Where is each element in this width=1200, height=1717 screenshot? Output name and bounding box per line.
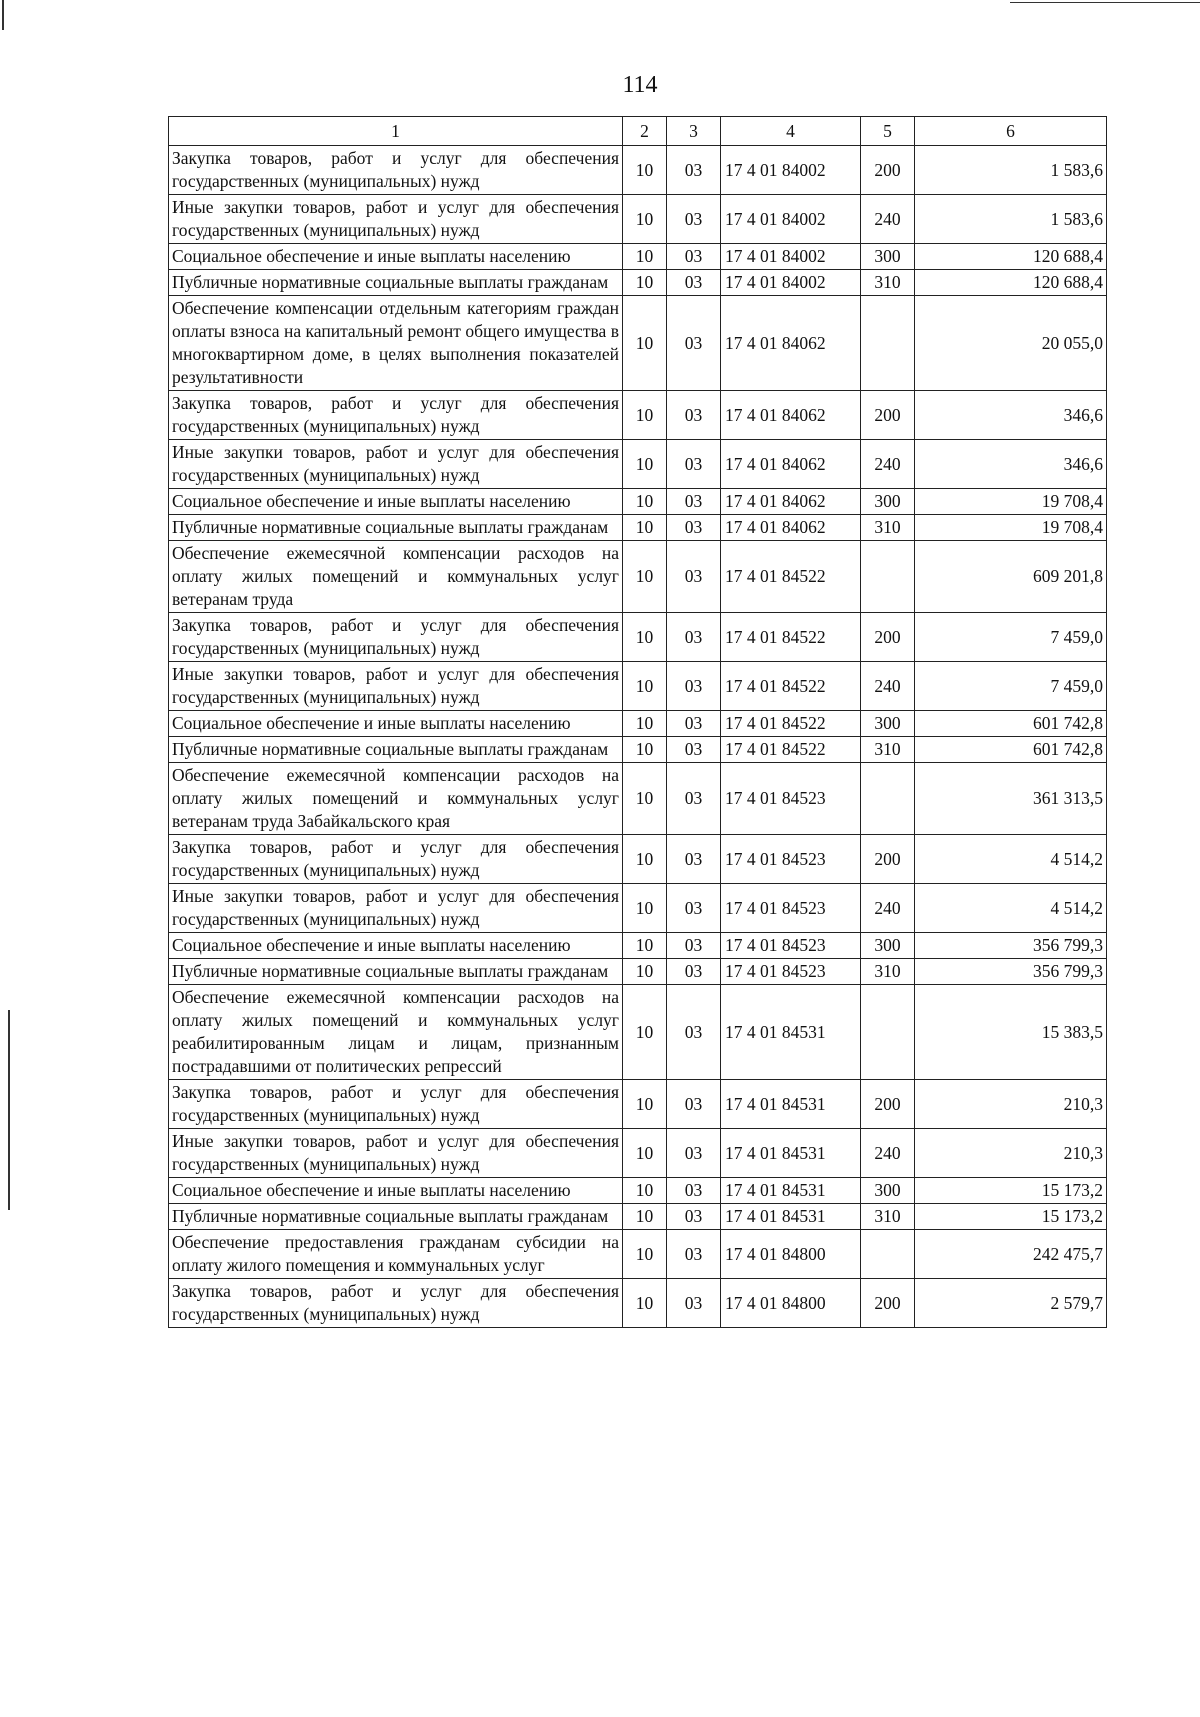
row-expense-type-cell: 310 <box>861 515 915 541</box>
row-name-cell: Публичные нормативные социальные выплаты гражданам <box>169 1204 623 1230</box>
table-row <box>169 711 1107 737</box>
row-name-cell: Обеспечение ежемесячной компенсации расходов на оплату жилых помещений и коммунальных услуг ветеранам труда Забайкальского края <box>169 763 623 835</box>
row-section-cell: 10 <box>623 985 667 1080</box>
row-amount-cell: 19 708,4 <box>915 489 1107 515</box>
row-subsection-cell: 03 <box>667 244 721 270</box>
row-section-cell: 10 <box>623 270 667 296</box>
row-section-cell: 10 <box>623 515 667 541</box>
row-section-cell: 10 <box>623 195 667 244</box>
row-amount-cell: 19 708,4 <box>915 515 1107 541</box>
row-target-article-cell: 17 4 01 84531 <box>721 985 861 1080</box>
row-amount-cell: 7 459,0 <box>915 662 1107 711</box>
row-section-cell: 10 <box>623 959 667 985</box>
row-amount-cell: 210,3 <box>915 1129 1107 1178</box>
table-row <box>169 296 1107 391</box>
row-target-article-cell: 17 4 01 84062 <box>721 440 861 489</box>
row-expense-type-cell <box>861 763 915 835</box>
row-name-cell: Социальное обеспечение и иные выплаты населению <box>169 489 623 515</box>
row-section-cell: 10 <box>623 1279 667 1328</box>
table-row <box>169 440 1107 489</box>
row-target-article-cell: 17 4 01 84531 <box>721 1129 861 1178</box>
row-subsection-cell: 03 <box>667 1279 721 1328</box>
row-expense-type-cell: 300 <box>861 1178 915 1204</box>
row-expense-type-cell: 300 <box>861 489 915 515</box>
row-amount-cell: 361 313,5 <box>915 763 1107 835</box>
row-name-cell: Публичные нормативные социальные выплаты гражданам <box>169 959 623 985</box>
row-expense-type-cell: 310 <box>861 1204 915 1230</box>
row-subsection-cell: 03 <box>667 711 721 737</box>
row-amount-cell: 15 173,2 <box>915 1204 1107 1230</box>
row-subsection-cell: 03 <box>667 933 721 959</box>
header-cell: 5 <box>861 117 915 146</box>
row-expense-type-cell: 310 <box>861 737 915 763</box>
row-amount-cell: 7 459,0 <box>915 613 1107 662</box>
row-section-cell: 10 <box>623 440 667 489</box>
row-subsection-cell: 03 <box>667 1204 721 1230</box>
row-amount-cell: 356 799,3 <box>915 959 1107 985</box>
row-subsection-cell: 03 <box>667 270 721 296</box>
header-cell: 2 <box>623 117 667 146</box>
row-name-cell: Обеспечение ежемесячной компенсации расходов на оплату жилых помещений и коммунальных услуг ветеранам труда <box>169 541 623 613</box>
table-row <box>169 737 1107 763</box>
row-name-cell: Иные закупки товаров, работ и услуг для обеспечения государственных (муниципальных) нужд <box>169 440 623 489</box>
row-subsection-cell: 03 <box>667 515 721 541</box>
table-row <box>169 959 1107 985</box>
table-row <box>169 195 1107 244</box>
header-cell: 6 <box>915 117 1107 146</box>
table-row <box>169 662 1107 711</box>
row-expense-type-cell: 300 <box>861 933 915 959</box>
row-subsection-cell: 03 <box>667 195 721 244</box>
row-target-article-cell: 17 4 01 84531 <box>721 1080 861 1129</box>
row-section-cell: 10 <box>623 541 667 613</box>
row-name-cell: Закупка товаров, работ и услуг для обеспечения государственных (муниципальных) нужд <box>169 146 623 195</box>
row-section-cell: 10 <box>623 244 667 270</box>
row-target-article-cell: 17 4 01 84522 <box>721 662 861 711</box>
page-number: 114 <box>622 72 658 98</box>
table-row <box>169 985 1107 1080</box>
row-expense-type-cell: 240 <box>861 884 915 933</box>
table-row <box>169 244 1107 270</box>
table-row <box>169 1129 1107 1178</box>
row-subsection-cell: 03 <box>667 146 721 195</box>
row-subsection-cell: 03 <box>667 489 721 515</box>
row-amount-cell: 601 742,8 <box>915 737 1107 763</box>
row-name-cell: Закупка товаров, работ и услуг для обеспечения государственных (муниципальных) нужд <box>169 391 623 440</box>
row-expense-type-cell: 200 <box>861 835 915 884</box>
row-expense-type-cell: 240 <box>861 440 915 489</box>
row-expense-type-cell <box>861 541 915 613</box>
row-target-article-cell: 17 4 01 84002 <box>721 146 861 195</box>
row-section-cell: 10 <box>623 146 667 195</box>
row-section-cell: 10 <box>623 933 667 959</box>
table-row <box>169 146 1107 195</box>
row-section-cell: 10 <box>623 1080 667 1129</box>
row-target-article-cell: 17 4 01 84531 <box>721 1204 861 1230</box>
row-subsection-cell: 03 <box>667 391 721 440</box>
row-name-cell: Публичные нормативные социальные выплаты гражданам <box>169 737 623 763</box>
row-expense-type-cell: 200 <box>861 1080 915 1129</box>
row-expense-type-cell: 240 <box>861 662 915 711</box>
row-name-cell: Социальное обеспечение и иные выплаты населению <box>169 1178 623 1204</box>
row-expense-type-cell: 240 <box>861 1129 915 1178</box>
scan-edge-mark-left-lower <box>8 1010 10 1210</box>
row-amount-cell: 15 383,5 <box>915 985 1107 1080</box>
row-amount-cell: 356 799,3 <box>915 933 1107 959</box>
row-section-cell: 10 <box>623 662 667 711</box>
row-target-article-cell: 17 4 01 84522 <box>721 613 861 662</box>
scan-edge-mark-top-right <box>1010 2 1200 3</box>
row-subsection-cell: 03 <box>667 541 721 613</box>
row-target-article-cell: 17 4 01 84062 <box>721 391 861 440</box>
row-subsection-cell: 03 <box>667 985 721 1080</box>
row-name-cell: Социальное обеспечение и иные выплаты населению <box>169 933 623 959</box>
row-target-article-cell: 17 4 01 84522 <box>721 737 861 763</box>
table-row <box>169 270 1107 296</box>
table-row <box>169 1230 1107 1279</box>
row-expense-type-cell: 200 <box>861 146 915 195</box>
table-row <box>169 884 1107 933</box>
row-name-cell: Иные закупки товаров, работ и услуг для обеспечения государственных (муниципальных) нужд <box>169 1129 623 1178</box>
row-name-cell: Публичные нормативные социальные выплаты гражданам <box>169 270 623 296</box>
row-amount-cell: 4 514,2 <box>915 884 1107 933</box>
budget-table <box>168 116 1107 1328</box>
row-target-article-cell: 17 4 01 84062 <box>721 515 861 541</box>
row-target-article-cell: 17 4 01 84523 <box>721 959 861 985</box>
row-section-cell: 10 <box>623 884 667 933</box>
table-row <box>169 1279 1107 1328</box>
row-subsection-cell: 03 <box>667 1080 721 1129</box>
row-subsection-cell: 03 <box>667 959 721 985</box>
row-amount-cell: 346,6 <box>915 440 1107 489</box>
row-expense-type-cell: 310 <box>861 270 915 296</box>
table-row <box>169 489 1107 515</box>
table-row <box>169 515 1107 541</box>
row-target-article-cell: 17 4 01 84531 <box>721 1178 861 1204</box>
row-amount-cell: 4 514,2 <box>915 835 1107 884</box>
table-row <box>169 1204 1107 1230</box>
table-row <box>169 541 1107 613</box>
row-amount-cell: 601 742,8 <box>915 711 1107 737</box>
row-name-cell: Закупка товаров, работ и услуг для обеспечения государственных (муниципальных) нужд <box>169 1080 623 1129</box>
row-section-cell: 10 <box>623 391 667 440</box>
row-amount-cell: 1 583,6 <box>915 146 1107 195</box>
row-target-article-cell: 17 4 01 84800 <box>721 1230 861 1279</box>
row-expense-type-cell: 200 <box>861 1279 915 1328</box>
row-amount-cell: 346,6 <box>915 391 1107 440</box>
row-target-article-cell: 17 4 01 84523 <box>721 835 861 884</box>
row-section-cell: 10 <box>623 1178 667 1204</box>
table-body <box>169 146 1107 1328</box>
table-row <box>169 613 1107 662</box>
row-expense-type-cell: 310 <box>861 959 915 985</box>
row-amount-cell: 20 055,0 <box>915 296 1107 391</box>
scan-edge-mark-left <box>2 0 4 30</box>
table-row <box>169 835 1107 884</box>
row-amount-cell: 242 475,7 <box>915 1230 1107 1279</box>
table-row <box>169 1178 1107 1204</box>
row-name-cell: Социальное обеспечение и иные выплаты населению <box>169 244 623 270</box>
row-subsection-cell: 03 <box>667 1230 721 1279</box>
row-subsection-cell: 03 <box>667 613 721 662</box>
row-section-cell: 10 <box>623 1129 667 1178</box>
row-amount-cell: 1 583,6 <box>915 195 1107 244</box>
row-target-article-cell: 17 4 01 84523 <box>721 763 861 835</box>
row-subsection-cell: 03 <box>667 1178 721 1204</box>
row-name-cell: Закупка товаров, работ и услуг для обеспечения государственных (муниципальных) нужд <box>169 1279 623 1328</box>
row-target-article-cell: 17 4 01 84800 <box>721 1279 861 1328</box>
row-amount-cell: 609 201,8 <box>915 541 1107 613</box>
row-target-article-cell: 17 4 01 84523 <box>721 884 861 933</box>
row-subsection-cell: 03 <box>667 440 721 489</box>
row-expense-type-cell <box>861 296 915 391</box>
row-name-cell: Обеспечение компенсации отдельным категориям граждан оплаты взноса на капитальный ремонт общего имущества в многоквартирном доме, в целях выполнения показателей результативности <box>169 296 623 391</box>
row-name-cell: Закупка товаров, работ и услуг для обеспечения государственных (муниципальных) нужд <box>169 835 623 884</box>
row-expense-type-cell: 300 <box>861 244 915 270</box>
row-name-cell: Социальное обеспечение и иные выплаты населению <box>169 711 623 737</box>
row-name-cell: Иные закупки товаров, работ и услуг для обеспечения государственных (муниципальных) нужд <box>169 884 623 933</box>
row-target-article-cell: 17 4 01 84522 <box>721 541 861 613</box>
row-subsection-cell: 03 <box>667 835 721 884</box>
row-expense-type-cell: 300 <box>861 711 915 737</box>
row-expense-type-cell: 200 <box>861 613 915 662</box>
table-row <box>169 763 1107 835</box>
table-header-row <box>169 117 1107 146</box>
row-target-article-cell: 17 4 01 84523 <box>721 933 861 959</box>
row-section-cell: 10 <box>623 763 667 835</box>
row-subsection-cell: 03 <box>667 737 721 763</box>
row-expense-type-cell: 200 <box>861 391 915 440</box>
row-section-cell: 10 <box>623 613 667 662</box>
row-subsection-cell: 03 <box>667 662 721 711</box>
row-section-cell: 10 <box>623 737 667 763</box>
row-target-article-cell: 17 4 01 84062 <box>721 489 861 515</box>
row-subsection-cell: 03 <box>667 1129 721 1178</box>
row-amount-cell: 2 579,7 <box>915 1279 1107 1328</box>
row-target-article-cell: 17 4 01 84002 <box>721 244 861 270</box>
row-target-article-cell: 17 4 01 84062 <box>721 296 861 391</box>
row-target-article-cell: 17 4 01 84002 <box>721 195 861 244</box>
row-target-article-cell: 17 4 01 84002 <box>721 270 861 296</box>
row-name-cell: Обеспечение предоставления гражданам субсидии на оплату жилого помещения и коммунальных услуг <box>169 1230 623 1279</box>
row-section-cell: 10 <box>623 1204 667 1230</box>
row-name-cell: Публичные нормативные социальные выплаты гражданам <box>169 515 623 541</box>
header-cell: 3 <box>667 117 721 146</box>
row-section-cell: 10 <box>623 296 667 391</box>
row-amount-cell: 15 173,2 <box>915 1178 1107 1204</box>
row-amount-cell: 120 688,4 <box>915 244 1107 270</box>
row-name-cell: Иные закупки товаров, работ и услуг для обеспечения государственных (муниципальных) нужд <box>169 195 623 244</box>
row-expense-type-cell <box>861 1230 915 1279</box>
row-expense-type-cell <box>861 985 915 1080</box>
row-section-cell: 10 <box>623 711 667 737</box>
row-section-cell: 10 <box>623 489 667 515</box>
header-cell: 4 <box>721 117 861 146</box>
row-subsection-cell: 03 <box>667 296 721 391</box>
row-expense-type-cell: 240 <box>861 195 915 244</box>
row-section-cell: 10 <box>623 835 667 884</box>
row-section-cell: 10 <box>623 1230 667 1279</box>
row-subsection-cell: 03 <box>667 884 721 933</box>
row-target-article-cell: 17 4 01 84522 <box>721 711 861 737</box>
table-row <box>169 1080 1107 1129</box>
table-row <box>169 391 1107 440</box>
row-subsection-cell: 03 <box>667 763 721 835</box>
row-name-cell: Закупка товаров, работ и услуг для обеспечения государственных (муниципальных) нужд <box>169 613 623 662</box>
table-row <box>169 933 1107 959</box>
row-name-cell: Обеспечение ежемесячной компенсации расходов на оплату жилых помещений и коммунальных услуг реабилитированным лицам и лицам, признанным пострадавшими от политических репрессий <box>169 985 623 1080</box>
row-amount-cell: 120 688,4 <box>915 270 1107 296</box>
row-amount-cell: 210,3 <box>915 1080 1107 1129</box>
row-name-cell: Иные закупки товаров, работ и услуг для обеспечения государственных (муниципальных) нужд <box>169 662 623 711</box>
header-cell: 1 <box>169 117 623 146</box>
